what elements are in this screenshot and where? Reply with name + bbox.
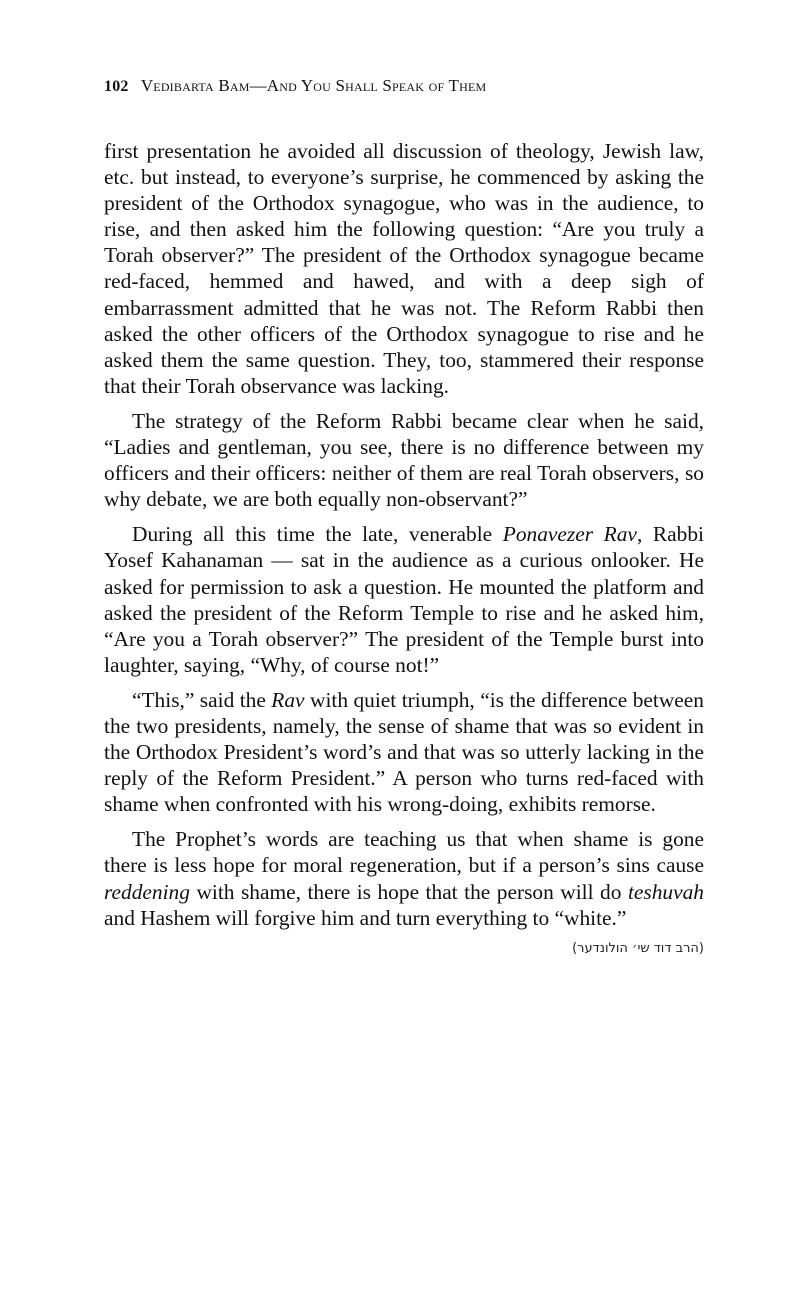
italic-term: reddening bbox=[104, 879, 190, 904]
running-head-title: Vedibarta Bam—And You Shall Speak of Them bbox=[140, 76, 487, 95]
text-run: and Hashem will forgive him and turn everything to “white.” bbox=[104, 905, 627, 930]
text-run: “This,” said the bbox=[132, 687, 272, 712]
text-run: During all this time the late, venerable bbox=[132, 522, 503, 547]
paragraph bbox=[104, 521, 704, 678]
paragraph bbox=[104, 138, 704, 399]
paragraph bbox=[104, 687, 704, 817]
text-run: with shame, there is hope that the person will do bbox=[189, 879, 628, 904]
paragraph bbox=[104, 408, 704, 512]
italic-term: Ponavezer Rav bbox=[502, 522, 637, 547]
running-head bbox=[104, 76, 704, 97]
page-number: 102 bbox=[104, 78, 129, 95]
book-page bbox=[104, 76, 704, 958]
text-run: The strategy of the Reform Rabbi became clear when he said, “Ladies and gentleman, you see, there is no difference between my officers and their officers: neither of them are real Torah observers, so why debate, we are both equally non-observant?” bbox=[104, 408, 704, 512]
text-run: first presentation he avoided all discussion of theology, Jewish law, etc. but instead, to everyone’s surprise, he commenced by asking the president of the Orthodox synagogue, who was in the audience, to rise, and then asked him the following question: “Are you truly a Torah observer?” The president of the Orthodox synagogue became red-faced, hemmed and hawed, and with a deep sigh of embarrassment admitted that he was not. The Reform Rabbi then asked the other officers of the Orthodox synagogue to rise and he asked them the same question. They, too, stammered their response that their Torah observance was lacking. bbox=[104, 139, 704, 398]
attribution-block bbox=[104, 940, 704, 958]
paragraph bbox=[104, 826, 704, 930]
text-run: The Prophet’s words are teaching us that when shame is gone there is less hope for moral regeneration, but if a person’s sins cause bbox=[104, 827, 704, 878]
text-run: with quiet triumph, “is the difference between the two presidents, namely, the sense of shame that was so evident in the Orthodox President’s word’s and that was so utterly lacking in the reply of the Reform President.” A person who turns red-faced with shame when confronted with his wrong-doing, exhibits remorse. bbox=[104, 687, 704, 817]
italic-term: Rav bbox=[271, 687, 305, 712]
hebrew-attribution: (הרב דוד שי׳ הולונדער) bbox=[572, 940, 704, 956]
body-text bbox=[104, 138, 704, 931]
italic-term: teshuvah bbox=[627, 879, 704, 904]
text-run: , Rabbi Yosef Kahanaman — sat in the audience as a curious onlooker. He asked for permission to ask a question. He mounted the platform and asked the president of the Reform Temple to rise and he asked him, “Are you a Torah observer?” The president of the Temple burst into laughter, saying, “Why, of course not!” bbox=[104, 522, 705, 677]
